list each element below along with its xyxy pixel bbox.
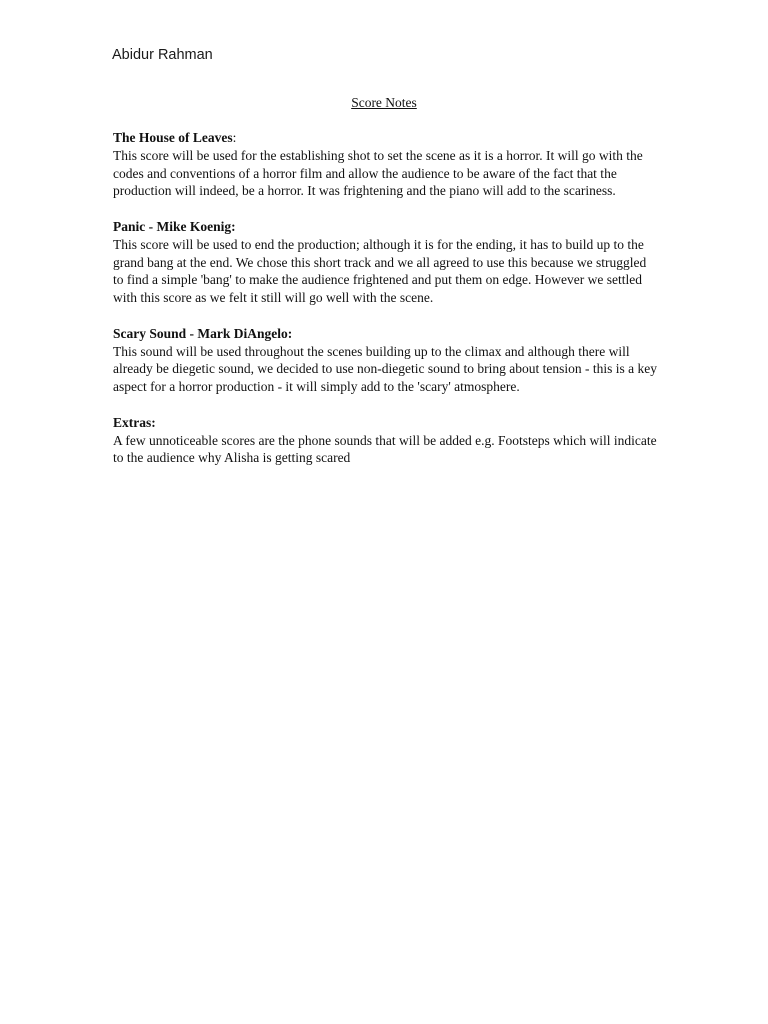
document-body xyxy=(113,129,658,485)
section-body: This score will be used for the establishing shot to set the scene as it is a horror. It will go with the codes and conventions of a horror film and allow the audience to be aware of the fact that the production will indeed, be a horror. It was frightening and the piano will add to the scariness. xyxy=(113,147,643,199)
section-scary-sound xyxy=(113,325,658,396)
section-body: This score will be used to end the production; although it is for the ending, it has to build up to the grand bang at the end. We chose this short track and we all agreed to use this because we struggled to find a simple 'bang' to make the audience frightened and put them on edge. However we settled with this score as we felt it still will go well with the scene. xyxy=(113,236,647,306)
section-extras xyxy=(113,414,658,467)
document-title: Score Notes xyxy=(351,95,417,110)
section-body: This sound will be used throughout the scenes building up to the climax and although there will already be diegetic sound, we decided to use non-diegetic sound to bring about tension - this is a key aspect for a horror production - it will simply add to the 'scary' atmosphere. xyxy=(113,343,657,395)
author-name: Abidur Rahman xyxy=(112,47,213,63)
section-body: A few unnoticeable scores are the phone sounds that will be added e.g. Footsteps which will indicate to the audience why Alisha is getting scared xyxy=(113,432,657,466)
section-heading-text: The House of Leaves xyxy=(113,130,233,145)
section-house-of-leaves xyxy=(113,129,658,200)
section-heading: Extras: xyxy=(113,414,156,430)
section-heading xyxy=(113,129,658,147)
section-heading-colon: : xyxy=(232,130,237,145)
section-heading: Panic - Mike Koenig: xyxy=(113,218,236,234)
section-heading: Scary Sound - Mark DiAngelo: xyxy=(113,325,293,341)
section-panic xyxy=(113,218,658,307)
